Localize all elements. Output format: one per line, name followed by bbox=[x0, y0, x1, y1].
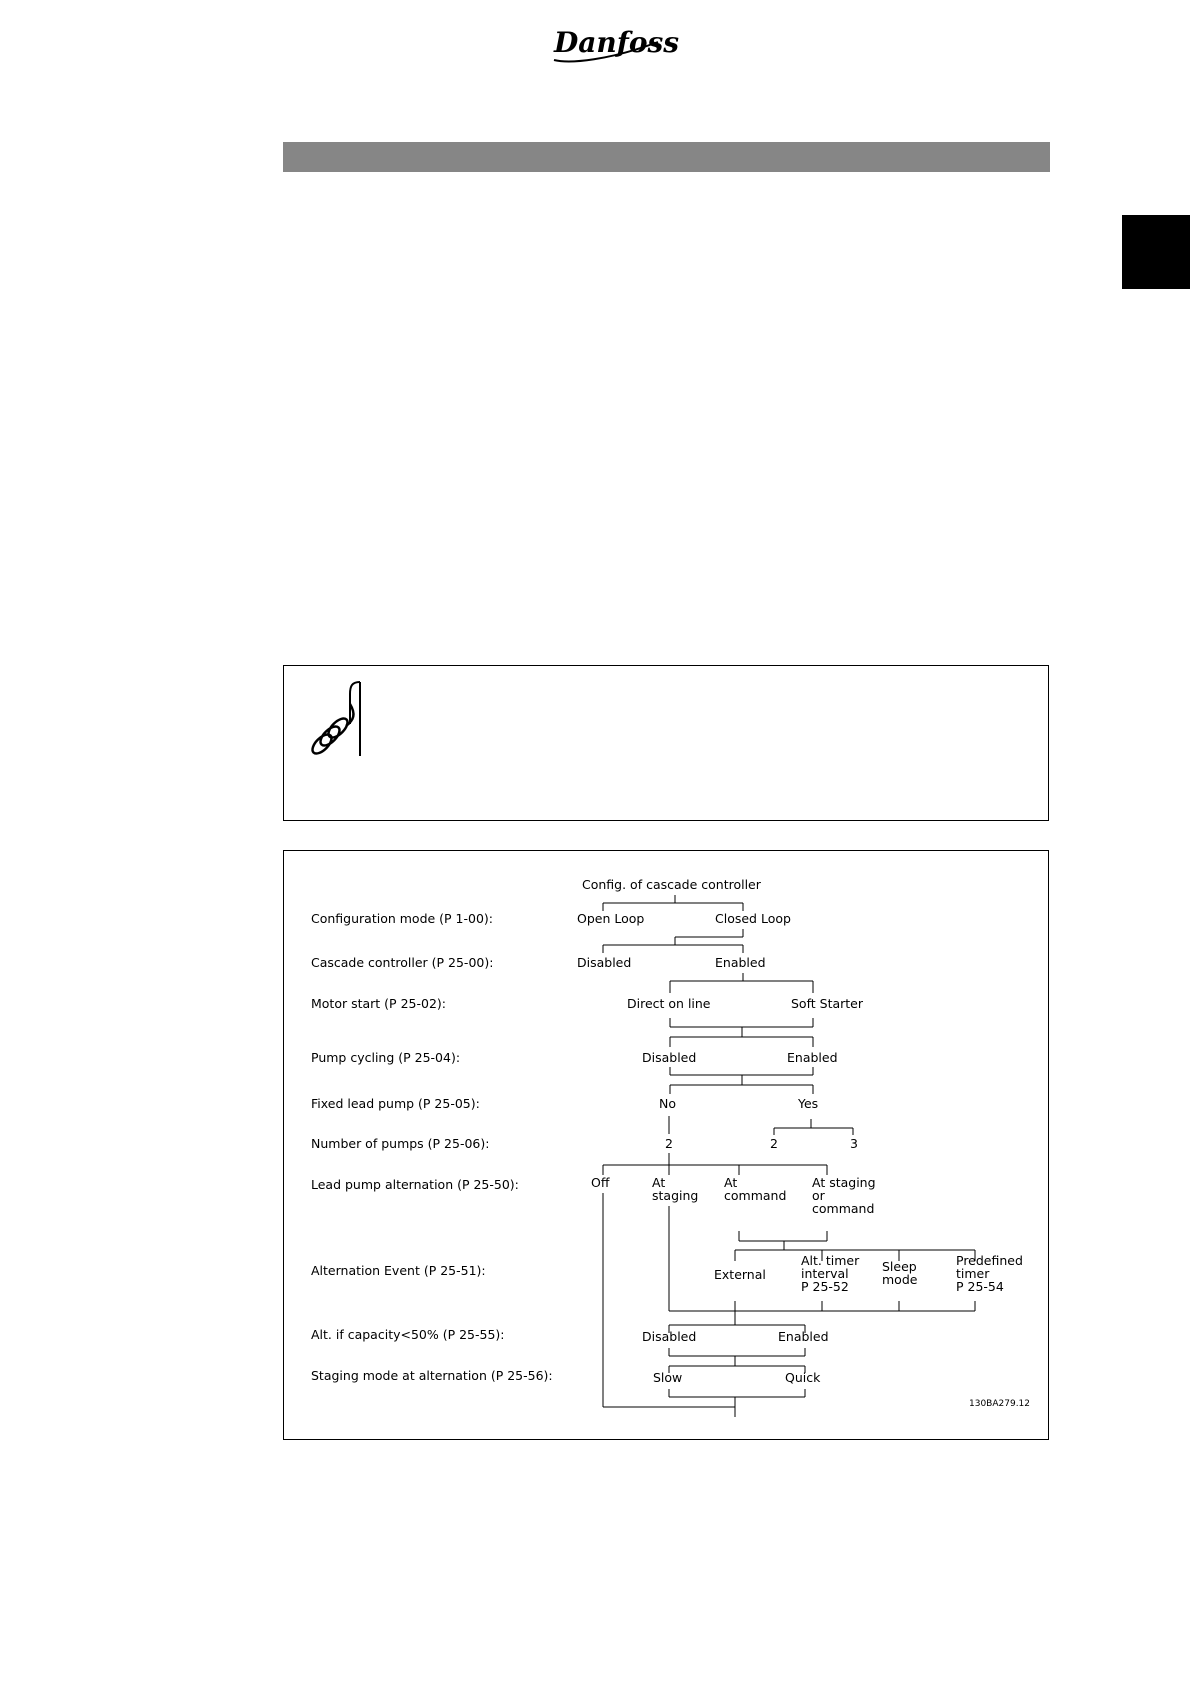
row-label-motor-start: Motor start (P 25-02): bbox=[311, 996, 446, 1011]
figure-code: 130BA279.12 bbox=[969, 1399, 1031, 1409]
option-open-loop: Open Loop bbox=[577, 911, 645, 926]
option-at-command-line2: command bbox=[724, 1188, 787, 1203]
option-at-staging-line2: staging bbox=[652, 1188, 699, 1203]
option-at-staging-or-command-line2: or bbox=[812, 1188, 825, 1203]
option-soft-starter: Soft Starter bbox=[791, 996, 864, 1011]
option-at-staging-or-command-line1: At staging bbox=[812, 1175, 876, 1190]
option-off: Off bbox=[591, 1175, 610, 1190]
option-pumps-3-yes: 3 bbox=[850, 1136, 858, 1151]
option-cc-enabled: Enabled bbox=[715, 955, 766, 970]
row-label-configuration-mode: Configuration mode (P 1-00): bbox=[311, 911, 494, 926]
option-pumps-2-no: 2 bbox=[665, 1136, 673, 1151]
option-at-staging-or-command-line3: command bbox=[812, 1201, 875, 1216]
cascade-controller-flowchart bbox=[283, 850, 1049, 1440]
option-alt-timer-line3: P 25-52 bbox=[801, 1279, 849, 1294]
option-cap-disabled: Disabled bbox=[642, 1329, 697, 1344]
option-predefined-line2: timer bbox=[956, 1266, 990, 1281]
option-yes: Yes bbox=[798, 1096, 819, 1111]
flowchart-svg bbox=[284, 851, 1050, 1441]
option-cc-disabled: Disabled bbox=[577, 955, 632, 970]
option-at-command-line1: At bbox=[724, 1175, 738, 1190]
chapter-tab bbox=[1122, 215, 1190, 289]
row-label-cascade-controller: Cascade controller (P 25-00): bbox=[311, 955, 494, 970]
option-cap-enabled: Enabled bbox=[778, 1329, 829, 1344]
option-slow: Slow bbox=[653, 1370, 683, 1385]
note-box bbox=[283, 665, 1049, 821]
option-closed-loop: Closed Loop bbox=[715, 911, 791, 926]
option-quick: Quick bbox=[785, 1370, 821, 1385]
row-label-fixed-lead-pump: Fixed lead pump (P 25-05): bbox=[311, 1096, 480, 1111]
option-external: External bbox=[714, 1267, 766, 1282]
pointing-hand-icon bbox=[302, 674, 366, 758]
logo-text: Danfoss bbox=[554, 26, 680, 59]
row-label-alt-if-capacity: Alt. if capacity<50% (P 25-55): bbox=[311, 1327, 505, 1342]
option-direct-on-line: Direct on line bbox=[627, 996, 711, 1011]
option-no: No bbox=[659, 1096, 676, 1111]
option-alt-timer-line2: interval bbox=[801, 1266, 849, 1281]
danfoss-logo bbox=[550, 20, 680, 66]
row-label-lead-pump-alternation: Lead pump alternation (P 25-50): bbox=[311, 1177, 519, 1192]
option-sleep-mode-line2: mode bbox=[882, 1272, 918, 1287]
section-header-bar bbox=[283, 142, 1050, 172]
row-label-pump-cycling: Pump cycling (P 25-04): bbox=[311, 1050, 461, 1065]
row-label-staging-mode: Staging mode at alternation (P 25-56): bbox=[311, 1368, 553, 1383]
row-label-alternation-event: Alternation Event (P 25-51): bbox=[311, 1263, 486, 1278]
option-sleep-mode-line1: Sleep bbox=[882, 1259, 917, 1274]
option-alt-timer-line1: Alt. timer bbox=[801, 1253, 860, 1268]
option-pc-enabled: Enabled bbox=[787, 1050, 838, 1065]
option-predefined-line3: P 25-54 bbox=[956, 1279, 1004, 1294]
option-at-staging-line1: At bbox=[652, 1175, 666, 1190]
option-pumps-2-yes: 2 bbox=[770, 1136, 778, 1151]
row-label-number-of-pumps: Number of pumps (P 25-06): bbox=[311, 1136, 490, 1151]
option-pc-disabled: Disabled bbox=[642, 1050, 697, 1065]
option-predefined-line1: Predefined bbox=[956, 1253, 1023, 1268]
flowchart-title: Config. of cascade controller bbox=[582, 877, 761, 892]
